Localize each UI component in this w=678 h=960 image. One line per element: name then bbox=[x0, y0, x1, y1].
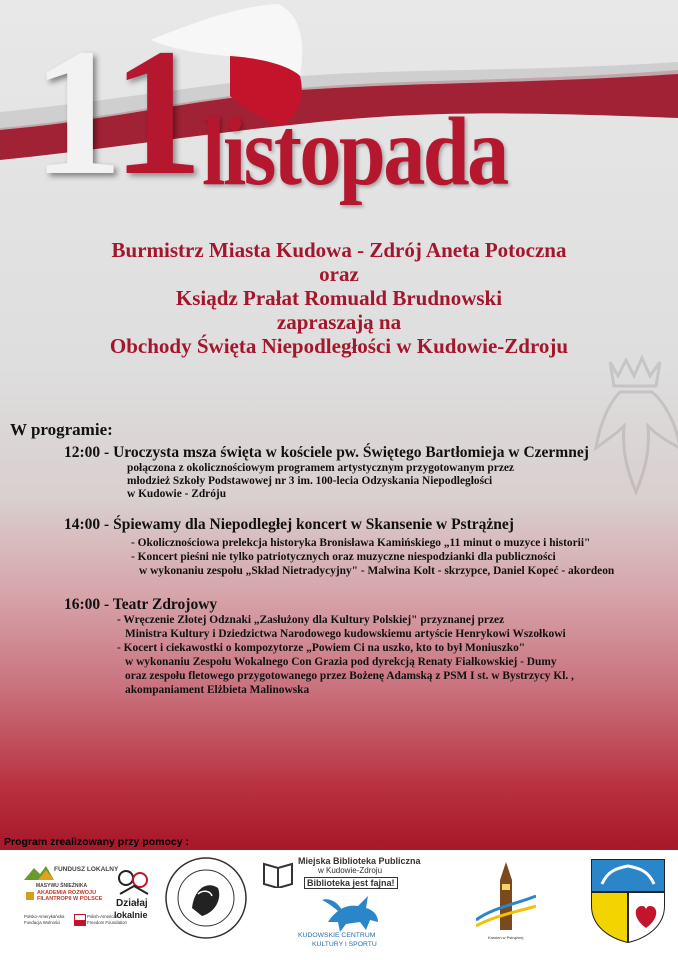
invitation-line: Ksiądz Prałat Romuald Brudnowski bbox=[175, 286, 503, 310]
square-icon bbox=[26, 892, 34, 900]
logo-text: KUDOWSKIE CENTRUM bbox=[298, 932, 376, 939]
event-detail-line: w wykonaniu Zespołu Wokalnego Con Grazia pod dyrekcją Renaty Fiałkowskiej - Dumy bbox=[125, 656, 557, 668]
invitation-line: Obchody Święta Niepodległości w Kudowie-Zdroju bbox=[109, 334, 569, 358]
logo-text: w Kudowie-Zdroju bbox=[318, 866, 383, 875]
sponsors-footer bbox=[0, 850, 678, 960]
event-detail-line: młodzież Szkoły Podstawowej nr 3 im. 100-lecia Odzyskania Niepodległości bbox=[127, 475, 493, 487]
invitation-line: zapraszają na bbox=[276, 310, 402, 334]
event-detail-line: - Okolicznościowa prelekcja historyka Bronisława Kamińskiego „11 minut o muzyce i historii" bbox=[131, 537, 591, 549]
date-digit-white: 1 bbox=[32, 12, 119, 213]
event-detail-line: - Wręczenie Złotej Odznaki „Zasłużony dla Kultury Polskiej" przyznanej przez bbox=[117, 614, 505, 626]
logo-text: Freedom Foundation bbox=[87, 920, 127, 925]
tower-icon bbox=[476, 860, 536, 934]
event-detail-line: - Kocert i ciekawostki o kompozytorze „Powiem Ci na uszko, kto to był Moniuszko" bbox=[117, 642, 526, 654]
eagle-emblem-icon bbox=[580, 352, 678, 502]
coat-of-arms-icon bbox=[588, 858, 668, 944]
logo-text: KULTURY I SPORTU bbox=[312, 941, 377, 948]
event-title-1600: 16:00 - Teatr Zdrojowy bbox=[64, 596, 218, 613]
library-logo bbox=[262, 856, 422, 892]
event-detail-line: w wykonaniu zespołu „Skład Nietradycyjny" - Malwina Kolt - skrzypce, Daniel Kopeć - akordeon bbox=[139, 565, 615, 577]
invitation-line: Burmistrz Miasta Kudowa - Zdrój Aneta Potoczna bbox=[111, 238, 567, 262]
logo-text: Polsko-Amerykańska bbox=[24, 914, 65, 919]
flag-icon bbox=[74, 914, 86, 926]
event-title-1400: 14:00 - Śpiewamy dla Niepodległej koncert w Skansenie w Pstrążnej bbox=[64, 516, 514, 533]
event-detail-line: akompaniament Elżbieta Malinowska bbox=[125, 684, 310, 696]
event-detail-line: w Kudowie - Zdróju bbox=[127, 488, 227, 500]
logo-text: MASYWU ŚNIEŻNIKA bbox=[36, 883, 88, 889]
logo-text: Kamień w Pstrążnej bbox=[488, 935, 524, 940]
event-detail-line: połączona z okolicznościowym programem artystycznym przygotowanym przez bbox=[127, 462, 514, 474]
tower-logo bbox=[476, 860, 536, 942]
logo-text: Miejska Biblioteka Publiczna bbox=[298, 856, 421, 866]
logo-text: Polish-American bbox=[87, 914, 119, 919]
logo-text: lokalnie bbox=[114, 910, 148, 920]
invitation-block bbox=[0, 238, 678, 358]
book-icon bbox=[262, 860, 294, 888]
dzialaj-lokalnie-logo bbox=[114, 868, 154, 930]
invitation-line: oraz bbox=[319, 262, 359, 286]
pegasus-icon bbox=[322, 892, 382, 932]
date-digit-red: 1 bbox=[112, 12, 199, 213]
akademia-logo bbox=[26, 890, 116, 904]
mountain-icon bbox=[24, 864, 54, 880]
event-detail-line: oraz zespołu fletowego przygotowanego przez Bożenę Adamską z PSM I st. w Bystrzycy Kl. , bbox=[125, 670, 574, 682]
kckis-logo bbox=[298, 892, 408, 952]
month-title: listopada bbox=[202, 98, 507, 206]
logo-text: Biblioteka jest fajna! bbox=[304, 877, 398, 889]
program-heading: W programie: bbox=[10, 420, 113, 439]
logo-text: Działaj bbox=[116, 898, 148, 909]
hands-icon bbox=[116, 868, 152, 896]
event-detail-line: - Koncert pieśni nie tylko patriotycznych oraz muzyczne niespodzianki dla publiczności bbox=[131, 551, 556, 563]
logo-text: FUNDUSZ LOKALNY bbox=[54, 866, 119, 873]
logo-text: FILANTROPII W POLSCE bbox=[37, 896, 103, 902]
logo-text: Fundacja Wolności bbox=[24, 920, 61, 925]
logo-text: AKADEMIA ROZWOJU bbox=[37, 890, 97, 896]
sponsors-label: Program zrealizowany przy pomocy : bbox=[4, 836, 189, 848]
event-title-1200: 12:00 - Uroczysta msza święta w kościele pw. Świętego Bartłomieja w Czermnej bbox=[64, 444, 589, 461]
event-detail-line: Ministra Kultury i Dziedzictwa Narodowego kudowskiemu artyście Henrykowi Wszołkowi bbox=[125, 628, 566, 640]
music-school-seal-icon bbox=[162, 854, 250, 942]
